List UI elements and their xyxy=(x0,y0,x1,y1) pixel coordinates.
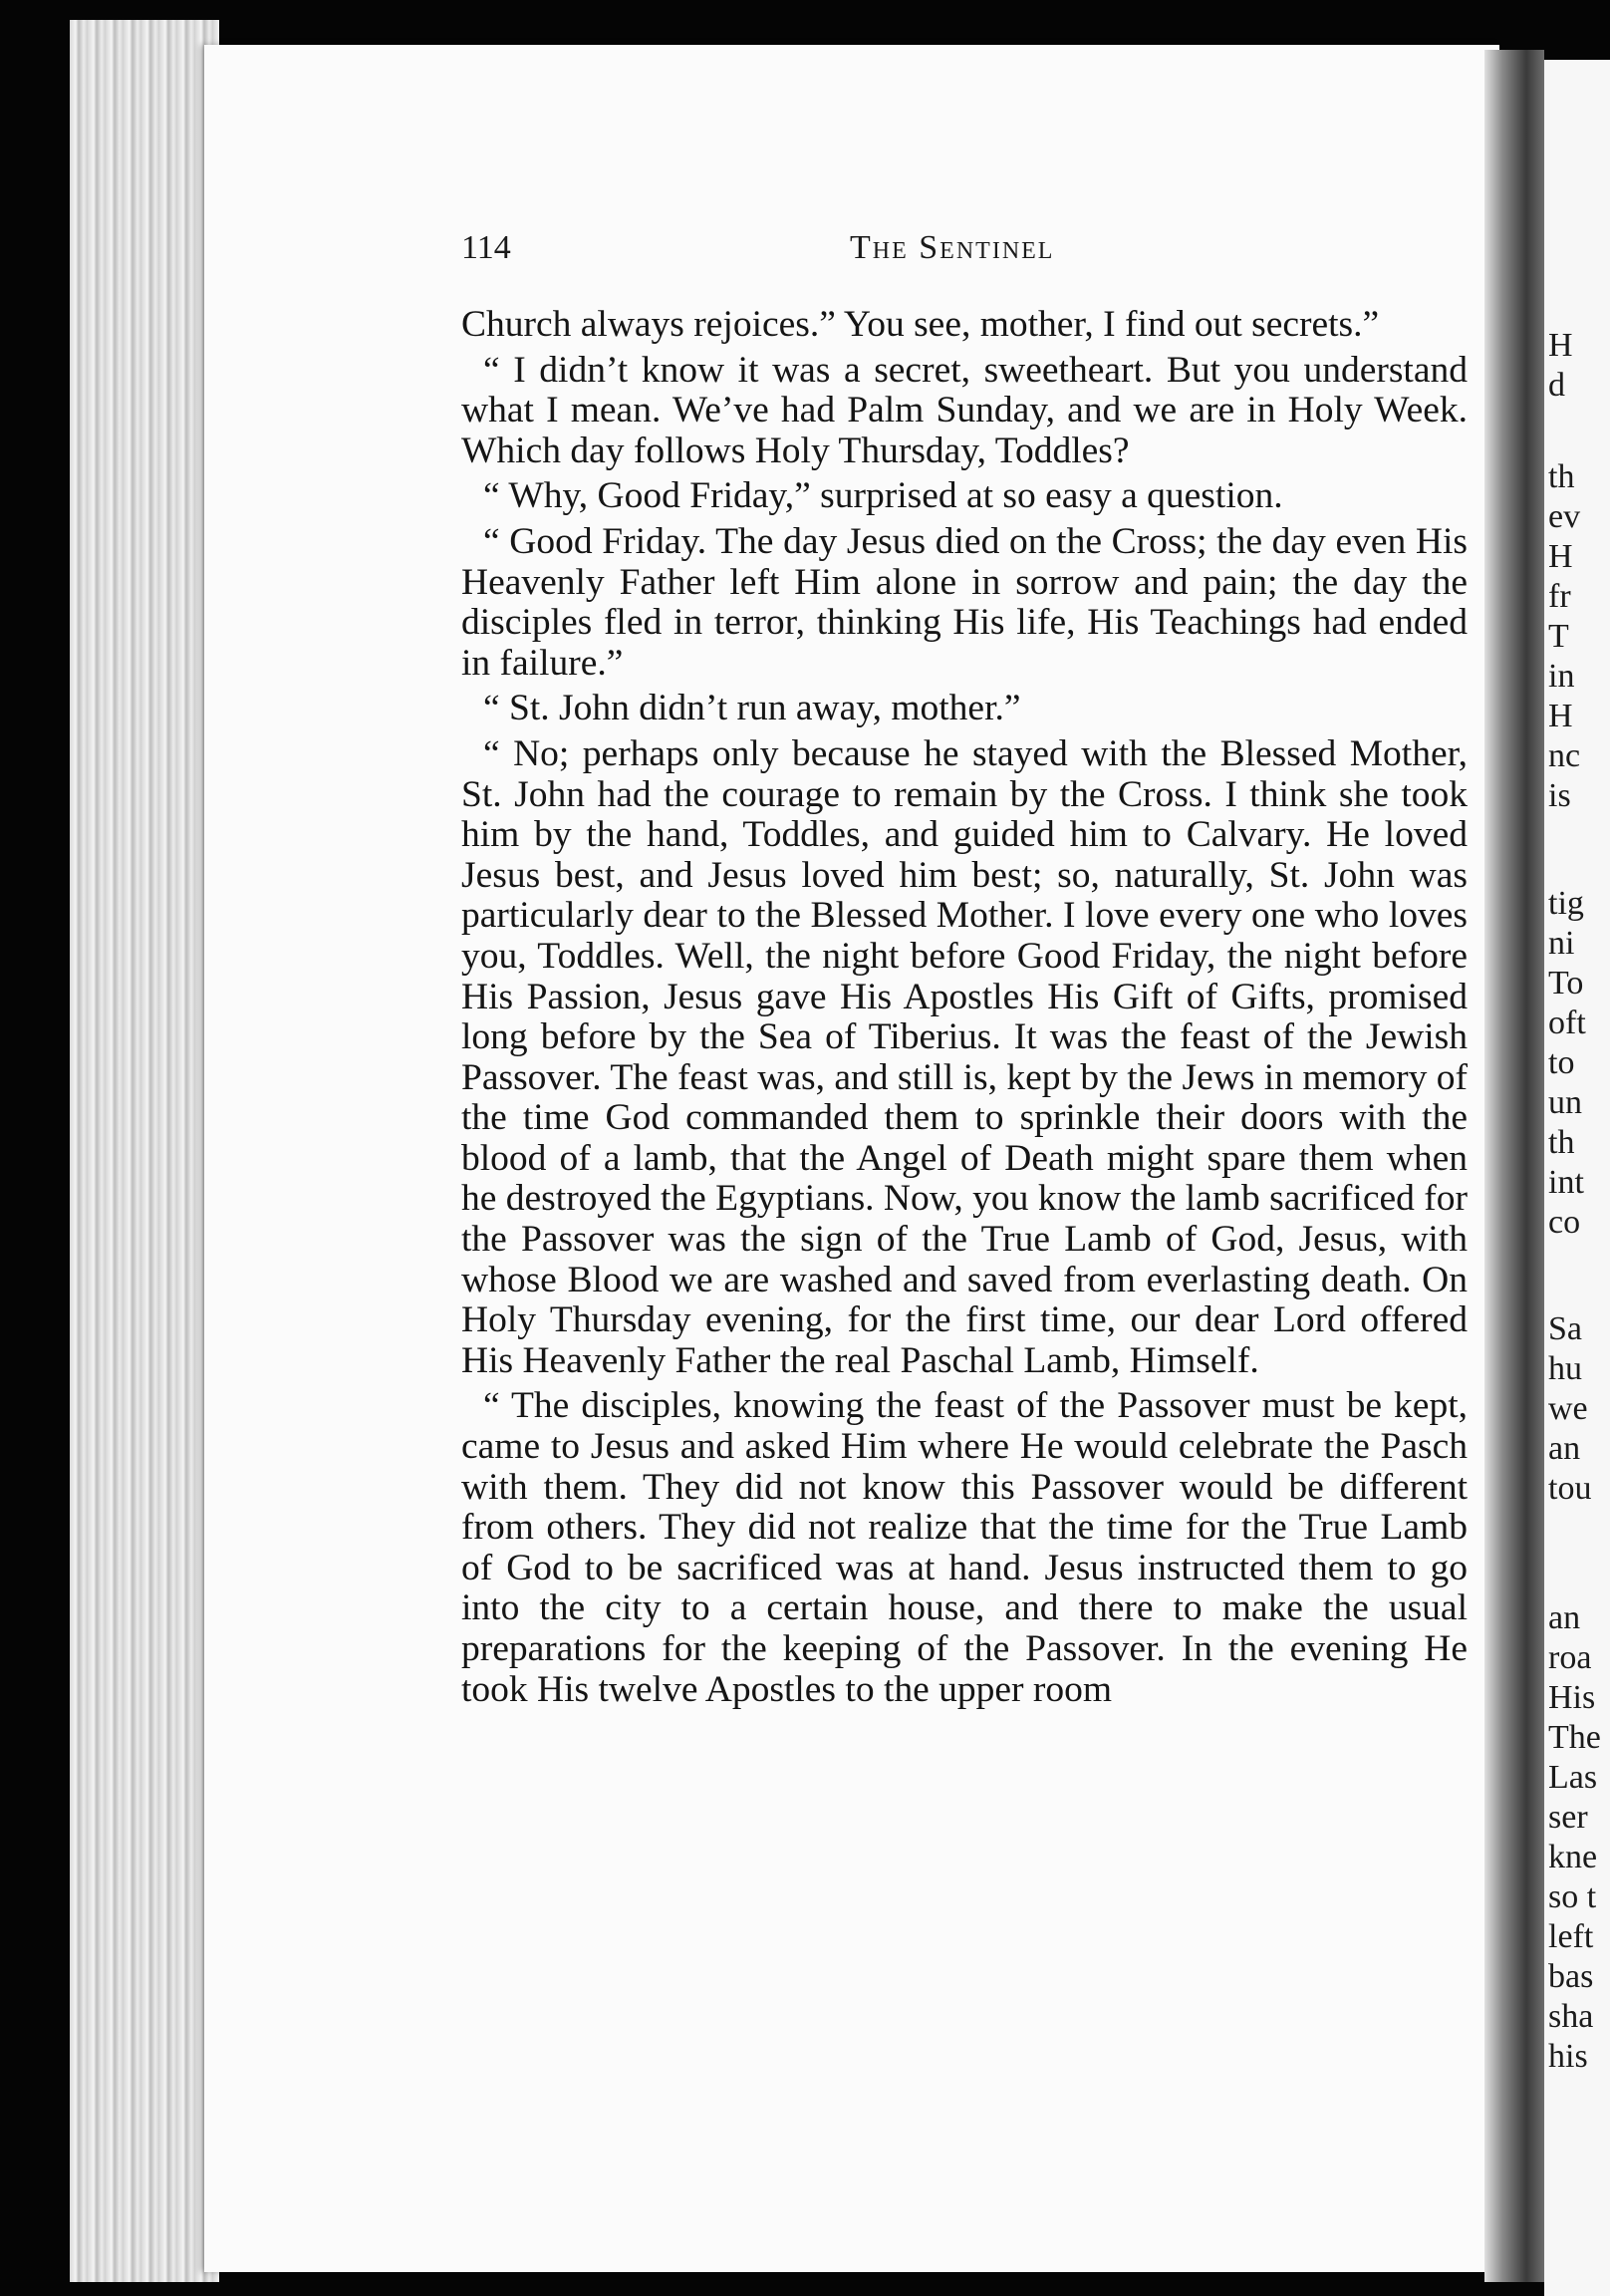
facing-fragment: fr xyxy=(1548,578,1571,615)
book-gutter xyxy=(1484,50,1544,2282)
paragraph: “ Good Friday. The day Jesus died on the Cross; the day even His Heavenly Father left Him alone in sorrow and pain; the day the disciples fled in terror, thinking His life, His Teachings had ended in failure.” xyxy=(461,520,1468,684)
facing-fragment: tou xyxy=(1548,1470,1592,1507)
facing-fragment: Las xyxy=(1548,1759,1598,1796)
page-header xyxy=(461,229,1458,275)
facing-fragment: sha xyxy=(1548,1998,1594,2035)
facing-fragment: we xyxy=(1548,1390,1588,1427)
facing-fragment: hu xyxy=(1548,1350,1582,1387)
paragraph: “ The disciples, knowing the feast of the Passover must be kept, came to Jesus and asked Him where He would celebrate the Pasch with them. They did not know this Passover would be different from others. They did not realize that the time for the True Lamb of God to be sacrificed was at hand. Jesus instructed them to go into the city to a certain house, and there to make the usual preparations for the keeping of the Passover. In the evening He took His twelve Apostles to the upper room xyxy=(461,1385,1468,1710)
facing-fragment: His xyxy=(1548,1679,1596,1716)
facing-fragment: an xyxy=(1548,1430,1581,1467)
facing-fragment: Sa xyxy=(1548,1310,1582,1347)
facing-fragment: H xyxy=(1548,327,1573,364)
paragraph: “ No; perhaps only because he stayed with the Blessed Mother, St. John had the courage to remain by the Cross. I think she took him by the hand, Toddles, and guided him to Calvary. He loved Jesus best, and Jesus loved him best; so, naturally, St. John was particularly dear to the Blessed Mother. I love every one who loves you, Toddles. Well, the night before Good Friday, the night before His Passion, Jesus gave His Apostles His Gift of Gifts, promised long before by the Sea of Tiberius. It was the feast of the Jewish Passover. The feast was, and still is, kept by the Jews in memory of the time God commanded them to sprinkle their doors with the blood of a lamb, that the Angel of Death might spare them when he destroyed the Egyptians. Now, you know the lamb sacrificed for the Passover was the sign of the True Lamb of God, Jesus, with whose Blood we are washed and saved from everlasting death. On Holy Thursday evening, for the first time, our dear Lord offered His Heavenly Father the real Paschal Lamb, Himself. xyxy=(461,732,1468,1381)
paragraph: “ Why, Good Friday,” surprised at so easy a question. xyxy=(483,475,1283,517)
facing-fragment: an xyxy=(1548,1599,1581,1636)
facing-fragment: bas xyxy=(1548,1958,1594,1995)
facing-fragment: co xyxy=(1548,1204,1581,1241)
facing-fragment: th xyxy=(1548,1124,1575,1161)
facing-fragment: ni xyxy=(1548,925,1575,962)
paragraph: “ St. John didn’t run away, mother.” xyxy=(483,688,1021,729)
facing-fragment: roa xyxy=(1548,1639,1592,1676)
facing-fragment: kne xyxy=(1548,1839,1598,1875)
paragraph: Church always rejoices.” You see, mother, I find out secrets.” xyxy=(461,304,1380,345)
facing-fragment: d xyxy=(1548,367,1565,404)
facing-fragment: The xyxy=(1548,1719,1601,1756)
facing-page-edge xyxy=(1544,60,1610,2296)
page-block-edges xyxy=(70,20,219,2282)
facing-fragment: ev xyxy=(1548,498,1581,535)
facing-fragment: tig xyxy=(1548,885,1584,922)
facing-fragment: to xyxy=(1548,1044,1575,1081)
facing-fragment: is xyxy=(1548,777,1571,814)
running-head: The Sentinel xyxy=(850,229,1055,266)
facing-fragment: To xyxy=(1548,965,1584,1002)
facing-fragment: his xyxy=(1548,2038,1588,2075)
facing-fragment: th xyxy=(1548,458,1575,495)
facing-fragment: left xyxy=(1548,1918,1594,1955)
paragraph: “ I didn’t know it was a secret, sweetheart. But you understand what I mean. We’ve had Palm Sunday, and we are in Holy Week. Which day follows Holy Thursday, Toddles? xyxy=(461,349,1468,471)
facing-fragment: un xyxy=(1548,1084,1582,1121)
facing-fragment: ser xyxy=(1548,1799,1588,1836)
body-text xyxy=(461,305,1468,1715)
facing-fragment: so t xyxy=(1548,1878,1597,1915)
facing-fragment: oft xyxy=(1548,1004,1586,1041)
facing-fragment: T xyxy=(1548,618,1569,655)
page-number: 114 xyxy=(461,229,511,266)
facing-fragment: in xyxy=(1548,658,1575,695)
facing-fragment: int xyxy=(1548,1164,1584,1201)
facing-fragment: nc xyxy=(1548,737,1581,774)
facing-fragment: H xyxy=(1548,698,1573,734)
facing-fragment: H xyxy=(1548,538,1573,575)
